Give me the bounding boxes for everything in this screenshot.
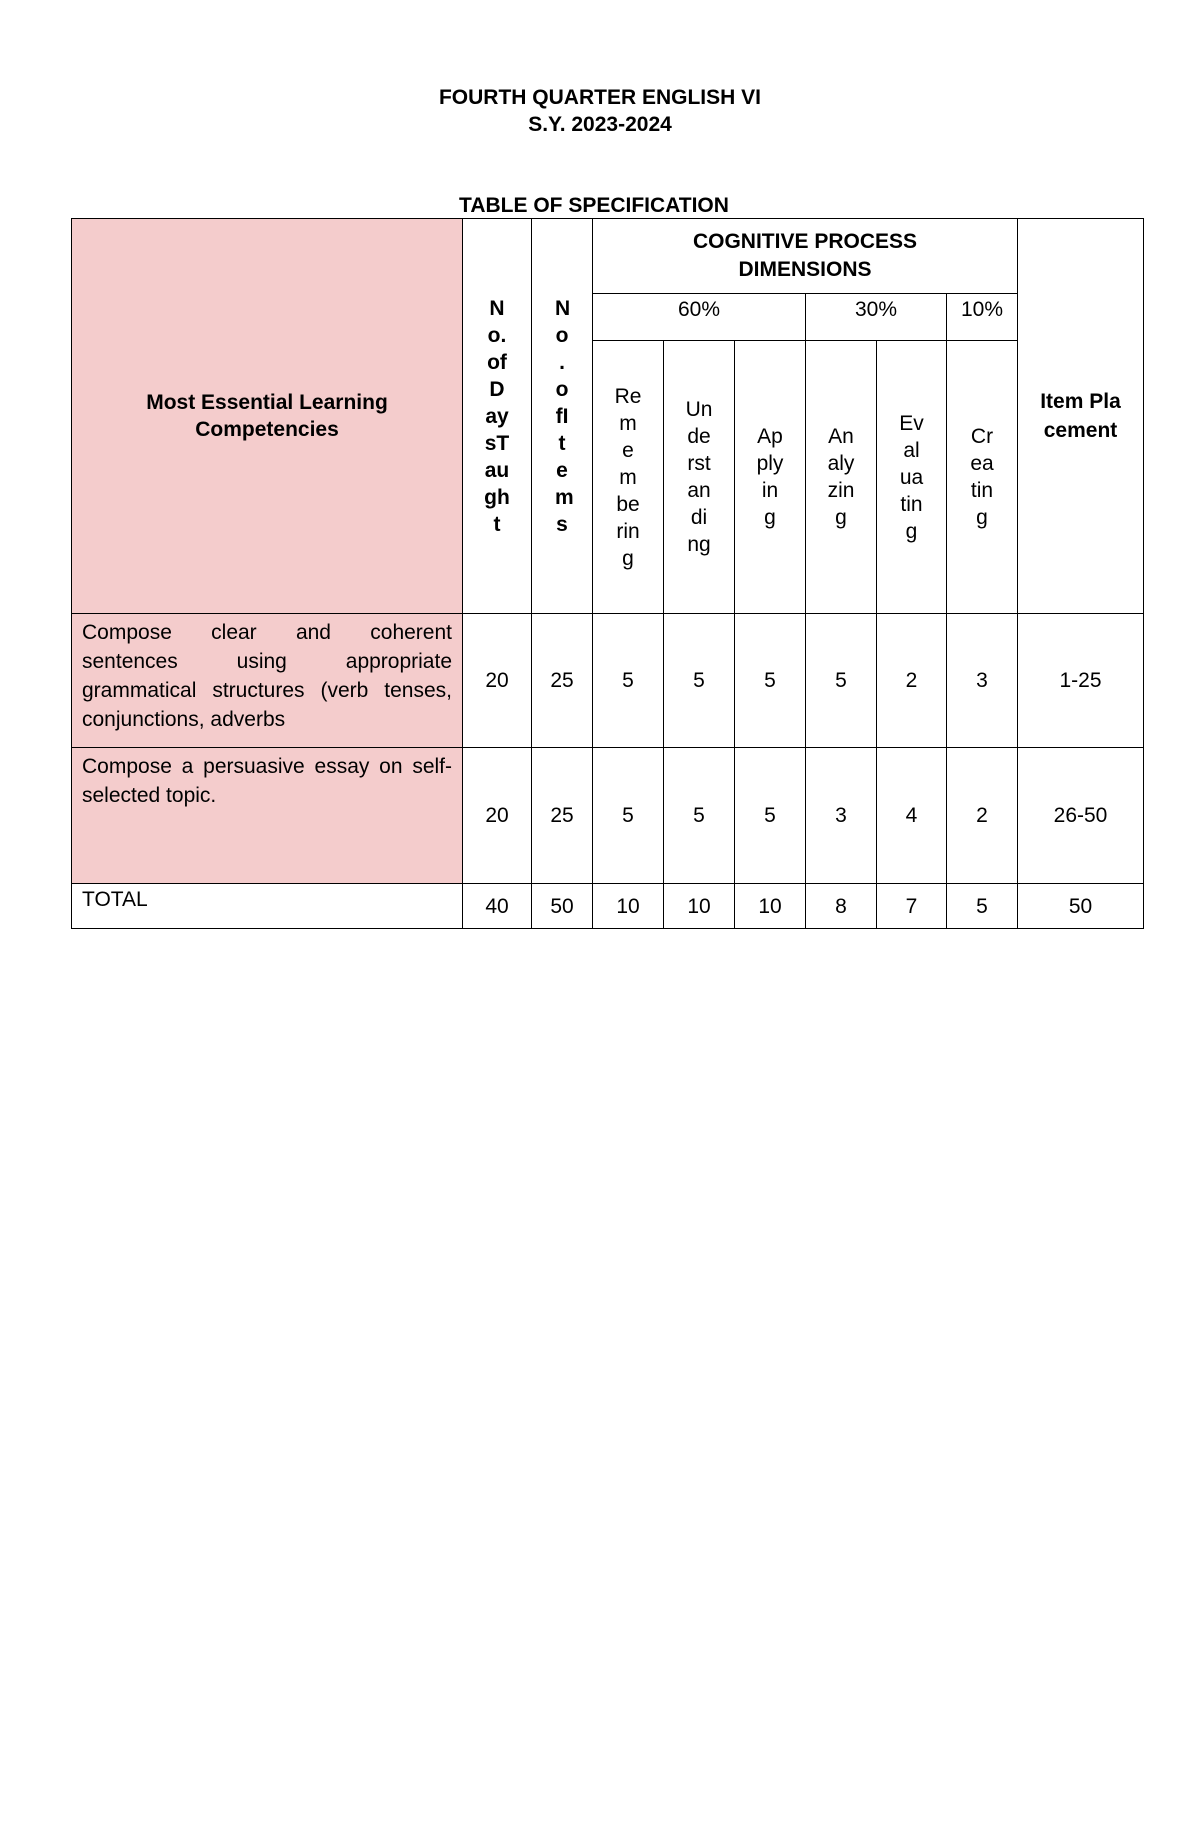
total-label: TOTAL <box>72 884 463 929</box>
pct-middle-header: 30% <box>806 294 947 341</box>
items-cell: 25 <box>532 748 593 884</box>
level-analyzing-label: Analyzing <box>827 425 855 529</box>
level-remembering <box>593 341 664 614</box>
days-cell: 20 <box>463 748 532 884</box>
column-header-placement <box>1018 219 1144 614</box>
total-items: 50 <box>532 884 593 929</box>
table-title: TABLE OF SPECIFICATION <box>459 194 729 217</box>
level-analyzing <box>806 341 877 614</box>
competency-cell: Compose clear and coherent sentences using appropriate grammatical structures (verb tenses, conjunctions, adverbs <box>72 614 463 748</box>
level-applying <box>735 341 806 614</box>
creating-cell: 3 <box>947 614 1018 748</box>
total-row <box>72 884 1144 929</box>
total-analyzing: 8 <box>806 884 877 929</box>
remembering-cell: 5 <box>593 748 664 884</box>
placement-cell: 26-50 <box>1018 748 1144 884</box>
level-creating <box>947 341 1018 614</box>
total-placement: 50 <box>1018 884 1144 929</box>
total-remembering: 10 <box>593 884 664 929</box>
column-header-items-label: No.ofItems <box>555 296 574 536</box>
understanding-cell: 5 <box>664 748 735 884</box>
cognitive-dimensions-header <box>593 219 1018 294</box>
total-evaluating: 7 <box>877 884 947 929</box>
total-creating: 5 <box>947 884 1018 929</box>
document-title: FOURTH QUARTER ENGLISH VI <box>438 86 761 109</box>
days-cell: 20 <box>463 614 532 748</box>
applying-cell: 5 <box>735 614 806 748</box>
level-evaluating <box>877 341 947 614</box>
items-cell: 25 <box>532 614 593 748</box>
table-row <box>72 748 1144 884</box>
total-applying: 10 <box>735 884 806 929</box>
creating-cell: 2 <box>947 748 1018 884</box>
level-applying-label: Applying <box>756 425 784 529</box>
cognitive-dimensions-label: COGNITIVE PROCESS DIMENSIONS <box>692 230 918 281</box>
column-header-days <box>463 219 532 614</box>
column-header-items <box>532 219 593 614</box>
placement-cell: 1-25 <box>1018 614 1144 748</box>
column-header-days-label: No.ofDaysTaught <box>484 296 510 536</box>
pct-higher-header: 10% <box>947 294 1018 341</box>
competency-cell: Compose a persuasive essay on self-selected topic. <box>72 748 463 884</box>
table-row <box>72 614 1144 748</box>
evaluating-cell: 4 <box>877 748 947 884</box>
column-header-placement-label: Item Placement <box>1040 390 1121 442</box>
total-days: 40 <box>463 884 532 929</box>
level-remembering-label: Remembering <box>614 384 642 570</box>
level-creating-label: Creating <box>970 425 994 529</box>
column-header-competencies-label: Most Essential Learning Competencies <box>146 391 388 441</box>
level-understanding-label: Understanding <box>685 398 713 556</box>
school-year: S.Y. 2023-2024 <box>528 113 672 136</box>
level-evaluating-label: Evaluating <box>899 411 924 543</box>
table-of-specification <box>71 218 1144 929</box>
evaluating-cell: 2 <box>877 614 947 748</box>
header-row-1 <box>72 219 1144 294</box>
column-header-competencies <box>72 219 463 614</box>
understanding-cell: 5 <box>664 614 735 748</box>
remembering-cell: 5 <box>593 614 664 748</box>
pct-lower-header: 60% <box>593 294 806 341</box>
level-understanding <box>664 341 735 614</box>
analyzing-cell: 3 <box>806 748 877 884</box>
analyzing-cell: 5 <box>806 614 877 748</box>
applying-cell: 5 <box>735 748 806 884</box>
total-understanding: 10 <box>664 884 735 929</box>
